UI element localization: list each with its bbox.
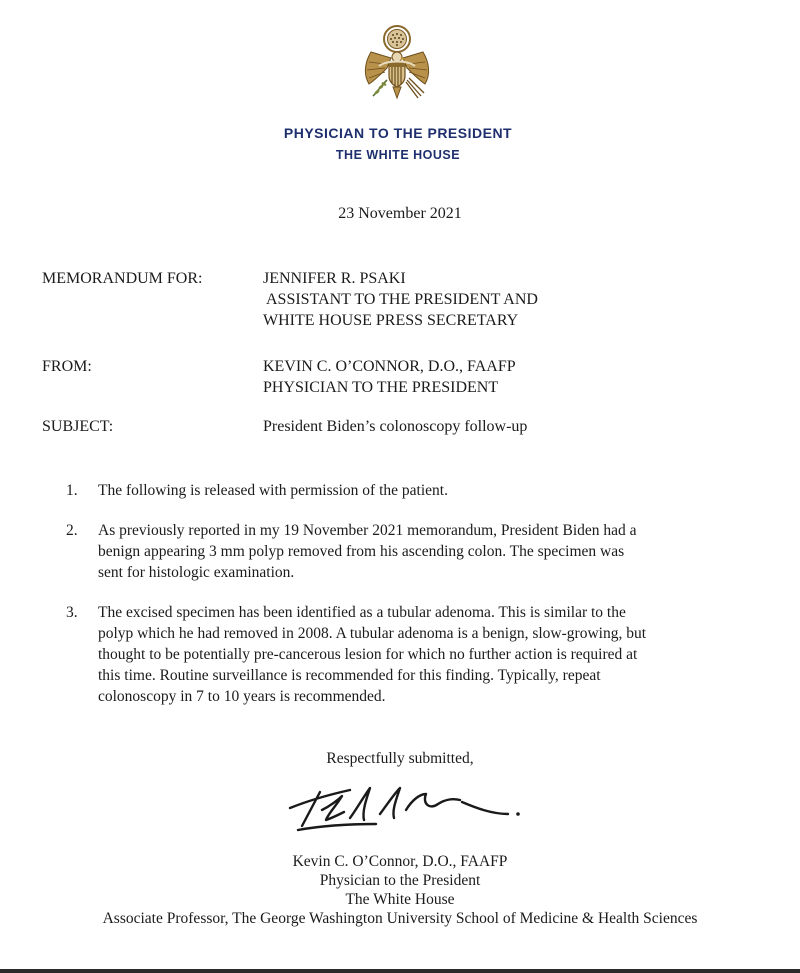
item-line: The excised specimen has been identified as a tubular adenoma. This is similar to the	[98, 604, 626, 621]
memo-from-sender	[263, 356, 516, 398]
signature-icon	[280, 780, 530, 840]
item-line: The following is released with permission of the patient.	[98, 482, 448, 499]
signer-name: Kevin C. O’Connor, D.O., FAAFP	[292, 853, 508, 870]
signature-block	[0, 852, 800, 928]
memo-subject: President Biden’s colonoscopy follow-up	[263, 418, 528, 435]
memo-date: 23 November 2021	[338, 205, 462, 222]
signer-title: Physician to the President	[319, 872, 481, 889]
item-line: polyp which he had removed in 2008. A tubular adenoma is a benign, slow-growing, but	[98, 625, 647, 642]
letterhead-subtitle: THE WHITE HOUSE	[335, 148, 461, 162]
memo-item-3	[66, 602, 766, 707]
item-number: 3.	[66, 604, 78, 621]
memo-subject-label: SUBJECT:	[42, 418, 114, 435]
sender-name: KEVIN C. O’CONNOR, D.O., FAAFP	[263, 358, 516, 375]
presidential-seal-icon	[357, 22, 437, 106]
recipient-name: JENNIFER R. PSAKI	[263, 270, 406, 287]
item-line: benign appearing 3 mm polyp removed from his ascending colon. The specimen was	[98, 543, 625, 560]
item-line: As previously reported in my 19 November 2021 memorandum, President Biden had a	[98, 522, 637, 539]
memo-for-recipient	[263, 268, 538, 331]
letterhead-title: PHYSICIAN TO THE PRESIDENT	[283, 125, 513, 141]
memo-item-2	[66, 520, 766, 583]
memo-for-label: MEMORANDUM FOR:	[42, 270, 203, 287]
item-line: thought to be potentially pre-cancerous lesion for which no further action is required at	[98, 646, 638, 663]
recipient-title-line: WHITE HOUSE PRESS SECRETARY	[263, 312, 519, 329]
signer-organization: The White House	[345, 891, 455, 908]
item-line: this time. Routine surveillance is recommended for this finding. Typically, repeat	[98, 667, 601, 684]
sender-title: PHYSICIAN TO THE PRESIDENT	[263, 379, 499, 396]
memo-item-1	[66, 480, 766, 501]
recipient-title-line: ASSISTANT TO THE PRESIDENT AND	[266, 291, 538, 308]
item-number: 1.	[66, 482, 78, 499]
item-line: colonoscopy in 7 to 10 years is recommended.	[98, 688, 386, 705]
closing-text: Respectfully submitted,	[326, 750, 474, 767]
memo-from-label: FROM:	[42, 358, 92, 375]
signer-academic-title: Associate Professor, The George Washington University School of Medicine & Health Sciences	[102, 910, 698, 927]
item-line: sent for histologic examination.	[98, 564, 295, 581]
item-number: 2.	[66, 522, 78, 539]
page-bottom-border	[0, 969, 800, 973]
